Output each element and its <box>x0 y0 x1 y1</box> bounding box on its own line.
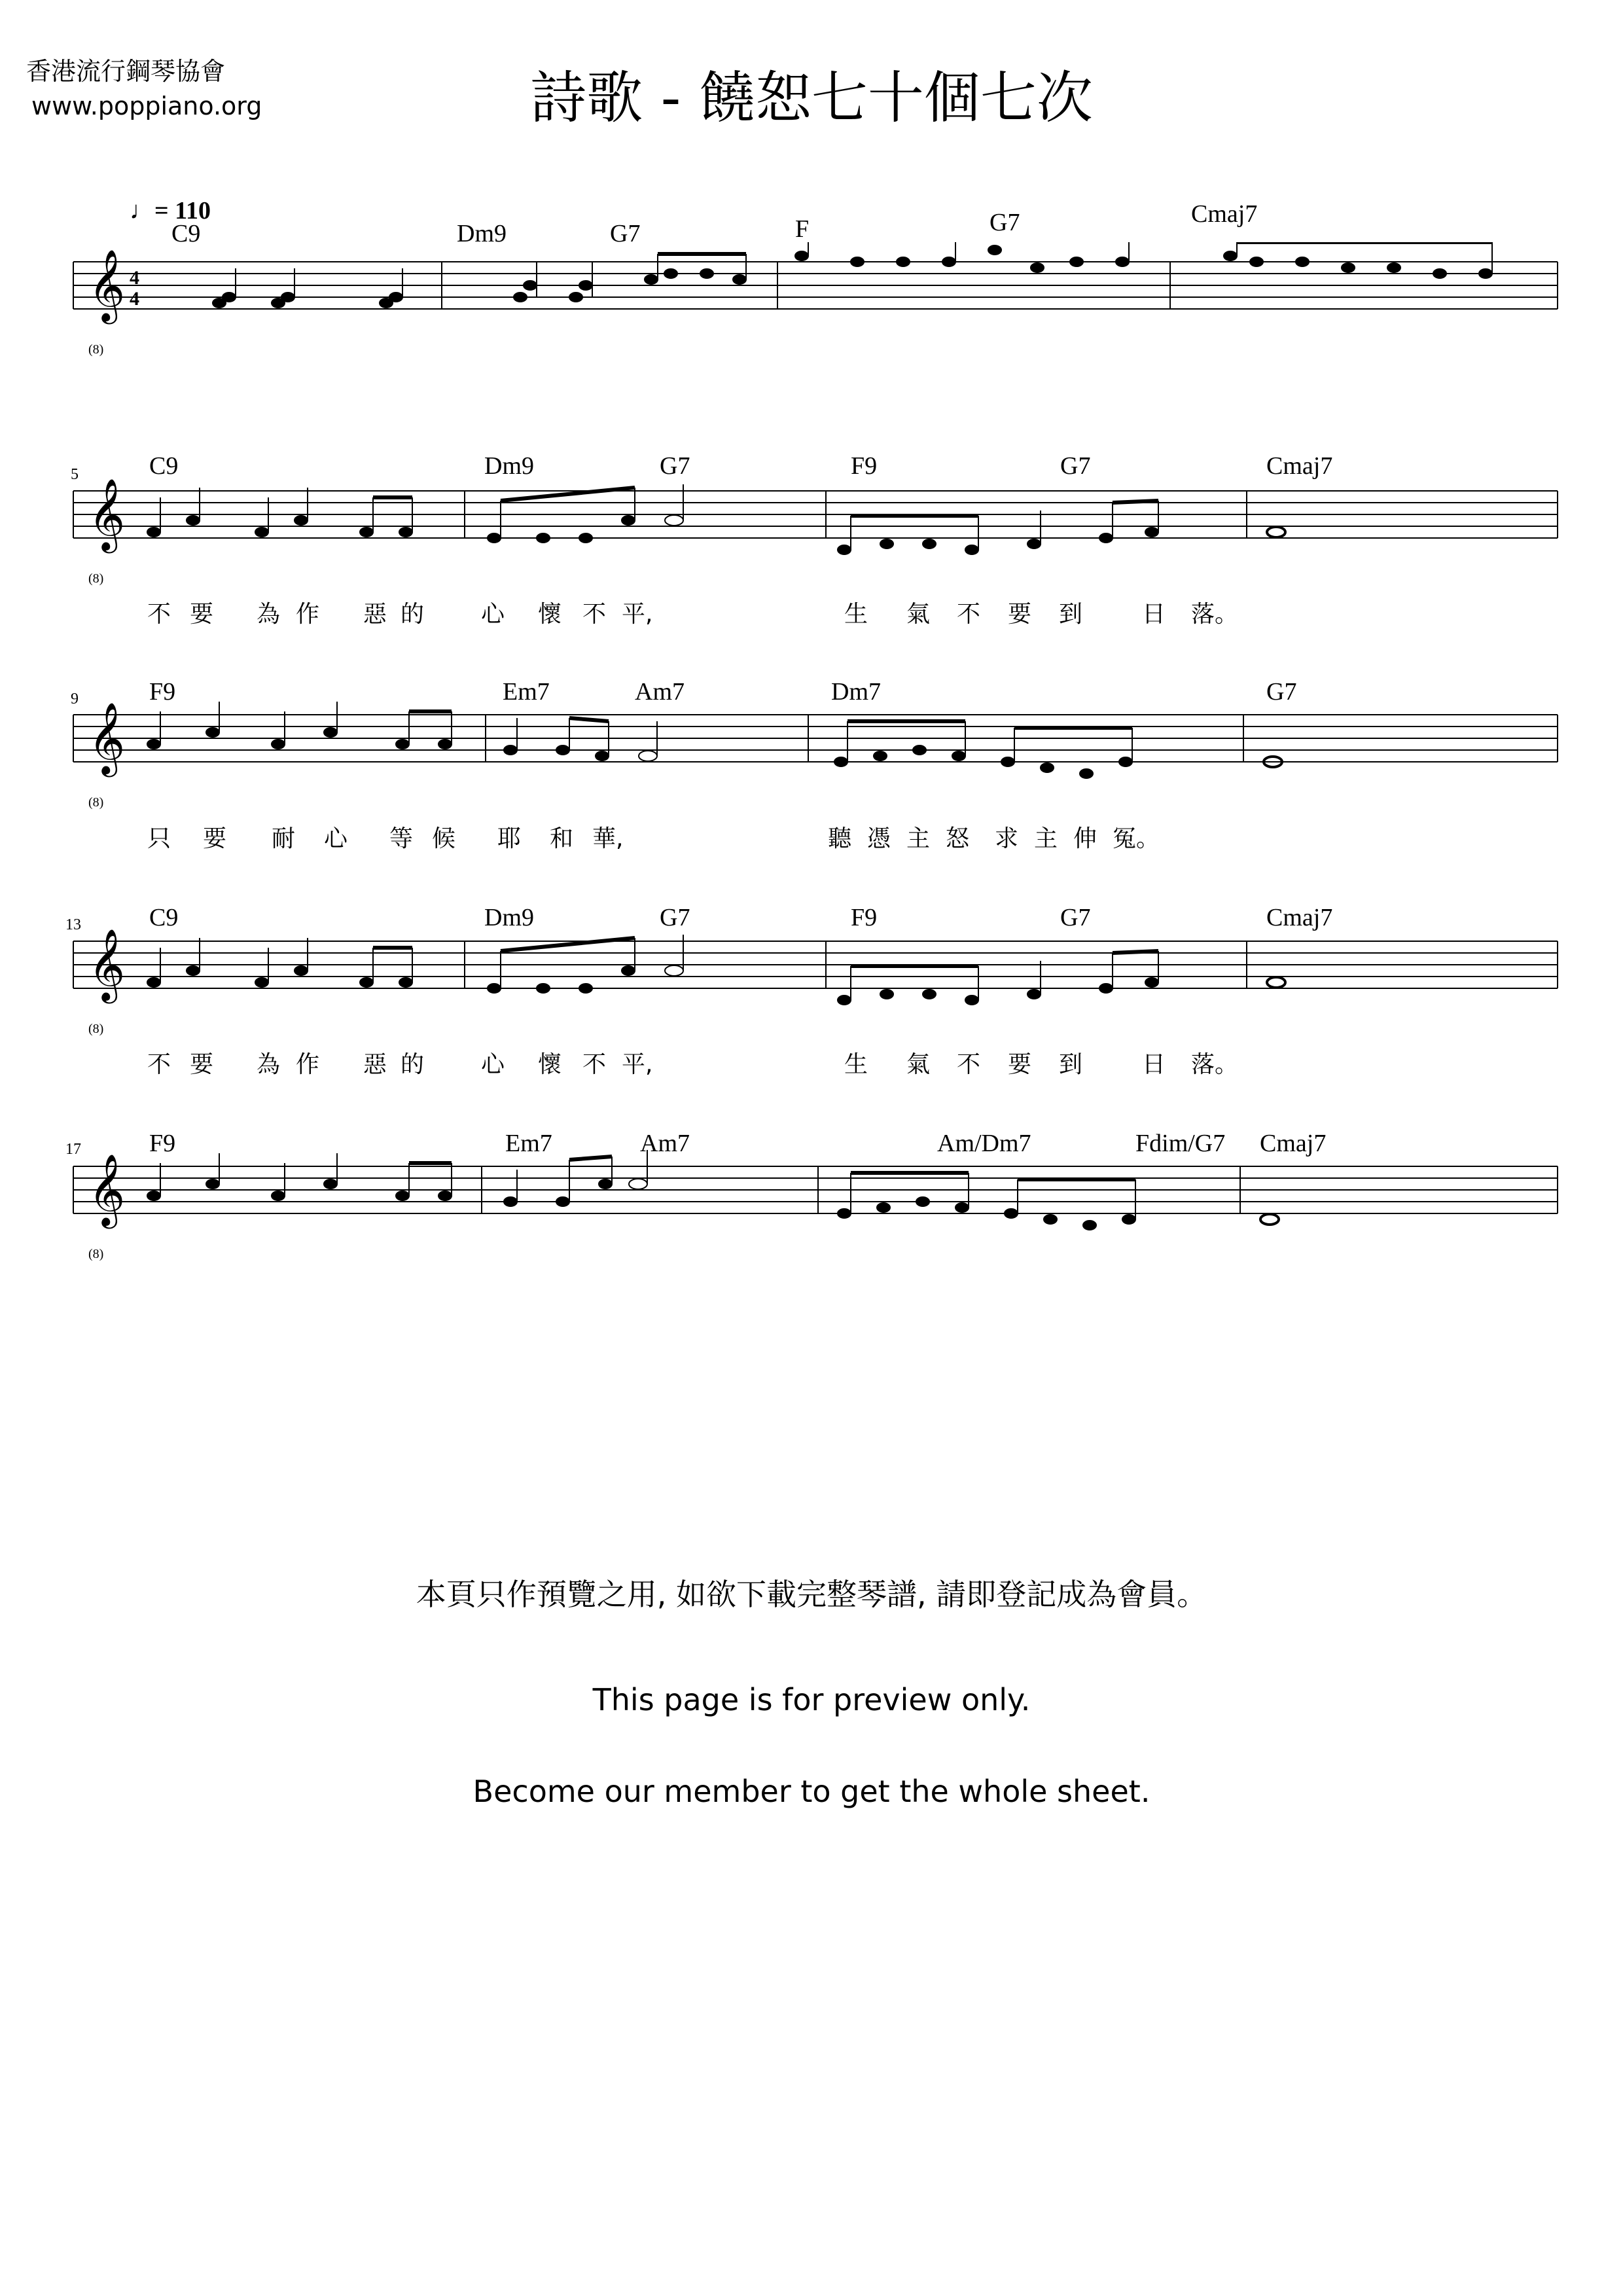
chord-symbol: Dm9 <box>484 904 534 931</box>
lyric-syllable: 心 <box>481 601 505 628</box>
svg-text:𝄞: 𝄞 <box>88 249 126 321</box>
lyric-syllable: 耶 <box>497 825 522 852</box>
measure-number: 17 <box>65 1141 81 1158</box>
chord-symbol: G7 <box>610 220 641 247</box>
lyric-syllable: 日 <box>1142 601 1166 628</box>
lyric-syllable: 平, <box>622 601 653 628</box>
lyric-syllable: 氣 <box>906 1051 931 1078</box>
lyric-syllable: 到 <box>1059 1051 1083 1078</box>
staff-system-4 <box>0 922 1623 1052</box>
staff-system-1 <box>0 242 1623 373</box>
lyric-syllable: 生 <box>844 601 868 628</box>
chord-symbol: Dm7 <box>831 678 881 706</box>
lyric-syllable: 和 <box>550 825 574 852</box>
lyric-syllable: 要 <box>203 825 227 852</box>
lyric-syllable: 為 <box>257 601 281 628</box>
chord-symbol: F9 <box>851 452 878 480</box>
lyric-syllable: 的 <box>401 601 425 628</box>
lyric-syllable: 只 <box>147 825 171 852</box>
site-name: 香港流行鋼琴協會 <box>26 57 226 86</box>
svg-text:(8): (8) <box>88 571 104 586</box>
chord-symbol: C9 <box>149 452 179 480</box>
measure-number: 5 <box>71 466 79 483</box>
staff-system-5 <box>0 1147 1623 1278</box>
lyric-syllable: 聽 <box>828 825 852 852</box>
measure-number: 13 <box>65 916 81 933</box>
chord-symbol: Em7 <box>505 1130 552 1157</box>
chord-symbol: F9 <box>149 1130 176 1157</box>
tempo-marking: ♩= 110 <box>130 197 211 224</box>
site-url[interactable]: www.poppiano.org <box>31 92 262 120</box>
lyric-syllable: 不 <box>582 1051 607 1078</box>
chord-symbol: C9 <box>149 904 179 931</box>
lyric-syllable: 華, <box>592 825 624 852</box>
chord-symbol: Cmaj7 <box>1266 904 1333 931</box>
lyric-syllable: 不 <box>147 601 171 628</box>
chord-symbol: G7 <box>1060 904 1091 931</box>
lyric-syllable: 要 <box>190 1051 214 1078</box>
svg-text:(8): (8) <box>88 1022 104 1036</box>
lyric-syllable: 懷 <box>538 601 562 628</box>
lyric-syllable: 到 <box>1059 601 1083 628</box>
staff-system-3 <box>0 695 1623 826</box>
lyric-syllable: 氣 <box>906 601 931 628</box>
lyric-syllable: 怒 <box>946 825 970 852</box>
chord-symbol: Cmaj7 <box>1191 200 1258 228</box>
lyric-syllable: 主 <box>906 825 931 852</box>
lyric-syllable: 生 <box>844 1051 868 1078</box>
lyric-syllable: 等 <box>389 825 414 852</box>
chord-symbol: Fdim/G7 <box>1135 1130 1226 1157</box>
lyric-syllable: 不 <box>147 1051 171 1078</box>
lyric-syllable: 要 <box>1008 601 1032 628</box>
svg-text:𝄞: 𝄞 <box>88 702 126 774</box>
lyric-syllable: 為 <box>257 1051 281 1078</box>
lyric-syllable: 主 <box>1034 825 1058 852</box>
svg-text:4: 4 <box>130 267 139 289</box>
lyric-syllable: 作 <box>296 1051 320 1078</box>
lyric-syllable: 伸 <box>1073 825 1097 852</box>
chord-symbol: Am/Dm7 <box>937 1130 1031 1157</box>
chord-symbol: G7 <box>990 209 1020 236</box>
lyric-syllable: 日 <box>1142 1051 1166 1078</box>
lyric-syllable: 心 <box>481 1051 505 1078</box>
chord-symbol: G7 <box>660 904 690 931</box>
svg-text:(8): (8) <box>88 1247 104 1261</box>
lyric-syllable: 惡 <box>363 1051 387 1078</box>
lyric-syllable: 不 <box>957 601 981 628</box>
lyric-syllable: 平, <box>622 1051 653 1078</box>
chord-symbol: Dm9 <box>457 220 507 247</box>
chord-symbol: Am7 <box>635 678 685 706</box>
page-title: 詩歌 - 饒恕七十個七次 <box>530 65 1093 131</box>
chord-symbol: Am7 <box>640 1130 690 1157</box>
svg-text:4: 4 <box>130 288 139 310</box>
chord-symbol: G7 <box>1060 452 1091 480</box>
chord-symbol: F9 <box>851 904 878 931</box>
chord-symbol: F9 <box>149 678 176 706</box>
chord-symbol: F <box>795 215 810 243</box>
chord-symbol: Cmaj7 <box>1260 1130 1327 1157</box>
lyric-syllable: 冤。 <box>1113 825 1160 852</box>
staff-system-2 <box>0 471 1623 602</box>
lyric-syllable: 要 <box>1008 1051 1032 1078</box>
chord-symbol: G7 <box>660 452 690 480</box>
chord-symbol: Dm9 <box>484 452 534 480</box>
lyric-syllable: 落。 <box>1191 1051 1239 1078</box>
lyric-syllable: 候 <box>432 825 456 852</box>
chord-symbol: G7 <box>1266 678 1297 706</box>
lyric-syllable: 要 <box>190 601 214 628</box>
lyric-syllable: 不 <box>582 601 607 628</box>
lyric-syllable: 心 <box>324 825 348 852</box>
lyric-syllable: 求 <box>995 825 1019 852</box>
lyric-syllable: 懷 <box>538 1051 562 1078</box>
chord-symbol: Em7 <box>503 678 550 706</box>
member-notice-en: Become our member to get the whole sheet. <box>473 1774 1150 1809</box>
lyric-syllable: 作 <box>296 601 320 628</box>
lyric-syllable: 耐 <box>272 825 296 852</box>
chord-symbol: C9 <box>171 220 201 247</box>
svg-text:𝄞: 𝄞 <box>88 929 126 1001</box>
svg-text:𝄞: 𝄞 <box>88 1154 126 1226</box>
lyric-syllable: 憑 <box>867 825 891 852</box>
preview-notice-zh: 本頁只作預覽之用, 如欲下載完整琴譜, 請即登記成為會員。 <box>416 1577 1207 1612</box>
lyric-syllable: 惡 <box>363 601 387 628</box>
preview-notice-en: This page is for preview only. <box>592 1682 1031 1717</box>
lyric-syllable: 不 <box>957 1051 981 1078</box>
chord-symbol: Cmaj7 <box>1266 452 1333 480</box>
lyric-syllable: 的 <box>401 1051 425 1078</box>
octave-mark: (8) <box>88 342 104 357</box>
svg-text:(8): (8) <box>88 795 104 810</box>
svg-text:𝄞: 𝄞 <box>88 478 126 550</box>
measure-number: 9 <box>71 691 79 708</box>
lyric-syllable: 落。 <box>1191 601 1239 628</box>
